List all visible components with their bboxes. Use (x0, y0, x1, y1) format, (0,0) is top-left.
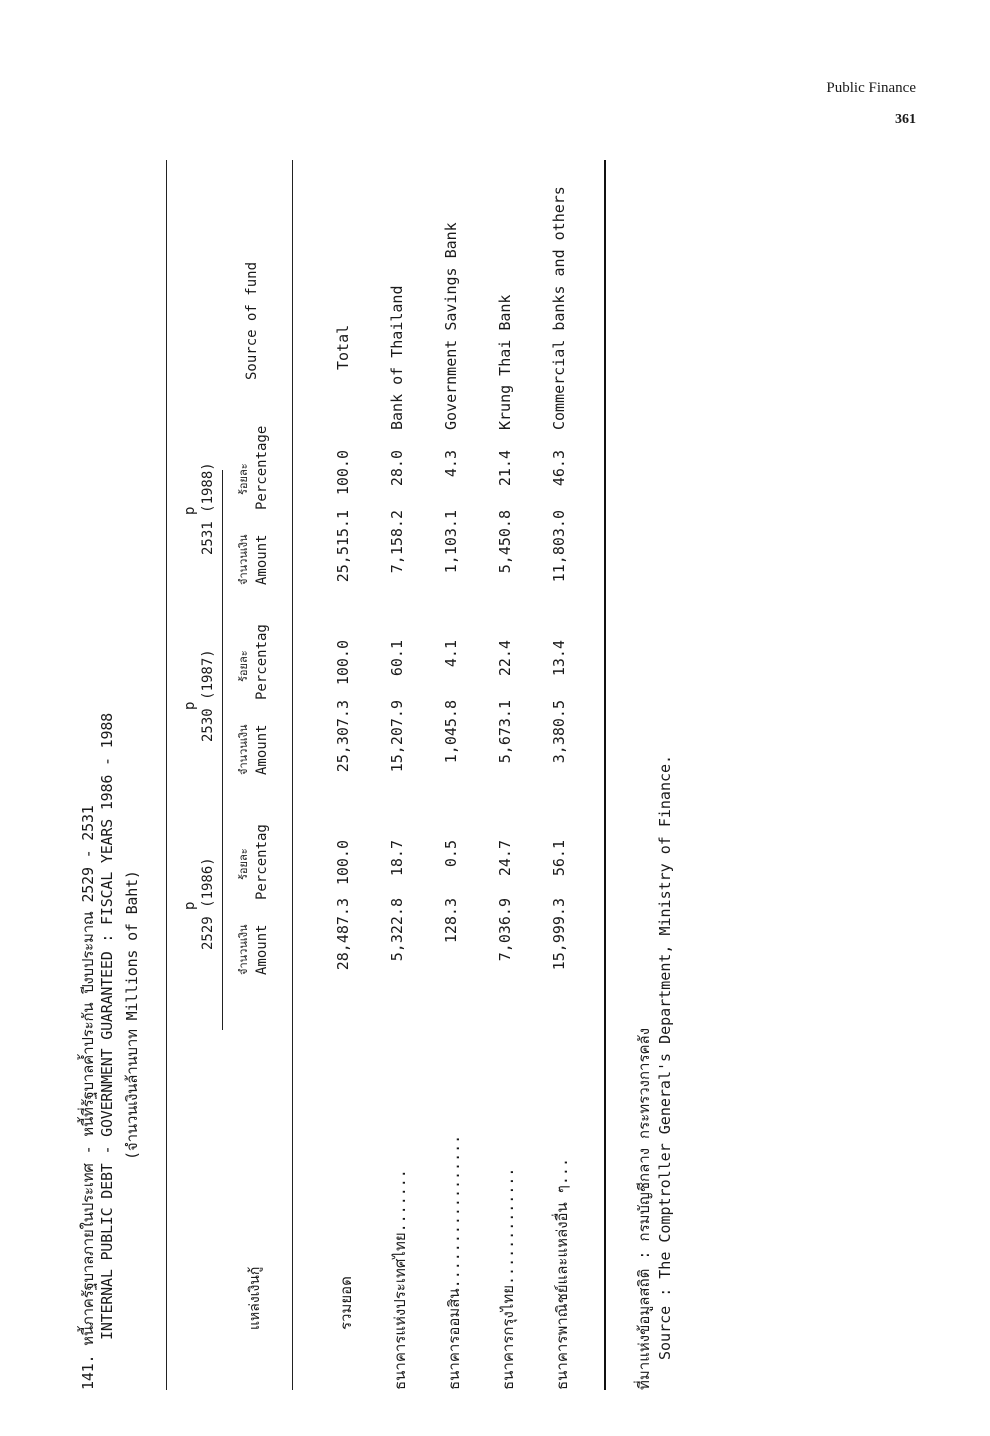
page-number: 361 (895, 112, 916, 127)
top-rule (166, 160, 167, 1390)
header-rule (292, 160, 293, 1390)
cell-ktb-amount-2531: 5,450.8 (496, 510, 514, 574)
year-2531: 2531 (1988) (200, 462, 216, 555)
cell-commercial-pct-2529: 56.1 (550, 840, 568, 877)
source-header-thai: แหล่งเงินกู้ (247, 1266, 263, 1330)
subheader-pct-thai-2529: ร้อยละ (237, 848, 250, 880)
year-p-2529: p (182, 901, 198, 910)
row-bot-english: Bank of Thailand (388, 285, 406, 430)
cell-total-amount-2529: 28,487.3 (334, 898, 352, 971)
cell-commercial-amount-2530: 3,380.5 (550, 700, 568, 764)
subheader-pct-thai-2531: ร้อยละ (237, 463, 250, 495)
subheader-amount-thai-2529: จำนวนเงิน (237, 924, 250, 975)
cell-total-pct-2529: 100.0 (334, 840, 352, 886)
year-2529: 2529 (1986) (200, 857, 216, 950)
subheader-amount-2529: Amount (254, 924, 270, 975)
cell-total-amount-2530: 25,307.3 (334, 700, 352, 773)
year-2530: 2530 (1987) (200, 649, 216, 742)
cell-total-pct-2530: 100.0 (334, 640, 352, 686)
subheader-pct-2530: Percentag (254, 624, 270, 700)
cell-gsb-amount-2531: 1,103.1 (442, 510, 460, 574)
subheader-amount-thai-2531: จำนวนเงิน (237, 534, 250, 585)
cell-ktb-pct-2530: 22.4 (496, 640, 514, 677)
cell-total-pct-2531: 100.0 (334, 450, 352, 496)
row-ktb-thai: ธนาคารกรุงไทย............. (499, 1167, 517, 1390)
row-commercial-thai: ธนาคารพาณิชย์และแหล่งอื่น ๆ... (553, 1158, 571, 1390)
cell-commercial-amount-2529: 15,999.3 (550, 898, 568, 971)
year-underline (222, 470, 223, 1030)
cell-ktb-pct-2529: 24.7 (496, 840, 514, 877)
source-header-english: Source of fund (244, 261, 260, 380)
cell-commercial-amount-2531: 11,803.0 (550, 510, 568, 583)
cell-commercial-pct-2530: 13.4 (550, 640, 568, 677)
cell-bot-amount-2530: 15,207.9 (388, 700, 406, 773)
cell-bot-amount-2529: 5,322.8 (388, 898, 406, 962)
row-commercial-english: Commercial banks and others (550, 186, 568, 430)
subheader-amount-thai-2530: จำนวนเงิน (237, 724, 250, 775)
row-ktb-english: Krung Thai Bank (496, 294, 514, 430)
cell-total-amount-2531: 25,515.1 (334, 510, 352, 583)
cell-gsb-pct-2530: 4.1 (442, 640, 460, 668)
subheader-pct-thai-2530: ร้อยละ (237, 650, 250, 682)
row-total-thai: รวมยอด (337, 1276, 355, 1330)
row-gsb-english: Government Savings Bank (442, 222, 460, 430)
cell-bot-amount-2531: 7,158.2 (388, 510, 406, 574)
row-total-english: Total (334, 324, 352, 370)
cell-commercial-pct-2531: 46.3 (550, 450, 568, 487)
section-label: Public Finance (826, 80, 916, 96)
source-note-thai: ที่มาแห่งข้อมูลสถิติ : กรมบัญชีกลาง กระทรวงการคลัง (635, 1027, 653, 1390)
cell-gsb-pct-2529: 0.5 (442, 840, 460, 868)
debt-table (72, 160, 712, 1390)
year-p-2530: p (182, 701, 198, 710)
bottom-rule (604, 160, 606, 1390)
cell-gsb-amount-2529: 128.3 (442, 898, 460, 944)
subheader-amount-2531: Amount (254, 534, 270, 585)
table-unit: (จำนวนเงินล้านบาท Millions of Baht) (123, 870, 141, 1160)
cell-gsb-amount-2530: 1,045.8 (442, 700, 460, 764)
source-note-english: Source : The Comptroller General's Department, Ministry of Finance. (656, 754, 674, 1360)
cell-ktb-amount-2529: 7,036.9 (496, 898, 514, 962)
subheader-amount-2530: Amount (254, 724, 270, 775)
table-title-thai: 141. หนี้ภาครัฐบาลภายในประเทศ - หนี้ที่รัฐบาลค้ำประกัน ปีงบประมาณ 2529 - 2531 (79, 805, 97, 1390)
subheader-pct-2531: Percentage (254, 425, 270, 510)
subheader-pct-2529: Percentag (254, 824, 270, 900)
cell-gsb-pct-2531: 4.3 (442, 450, 460, 478)
year-p-2531: p (182, 506, 198, 515)
cell-ktb-pct-2531: 21.4 (496, 450, 514, 487)
row-gsb-thai: ธนาคารออมสิน................. (445, 1134, 463, 1390)
row-bot-thai: ธนาคารแห่งประเทศไทย....... (391, 1169, 409, 1390)
cell-bot-pct-2530: 60.1 (388, 640, 406, 677)
cell-bot-pct-2529: 18.7 (388, 840, 406, 877)
cell-bot-pct-2531: 28.0 (388, 450, 406, 487)
table-title-english: INTERNAL PUBLIC DEBT - GOVERNMENT GUARANTEED : FISCAL YEARS 1986 - 1988 (98, 713, 116, 1340)
cell-ktb-amount-2530: 5,673.1 (496, 700, 514, 764)
